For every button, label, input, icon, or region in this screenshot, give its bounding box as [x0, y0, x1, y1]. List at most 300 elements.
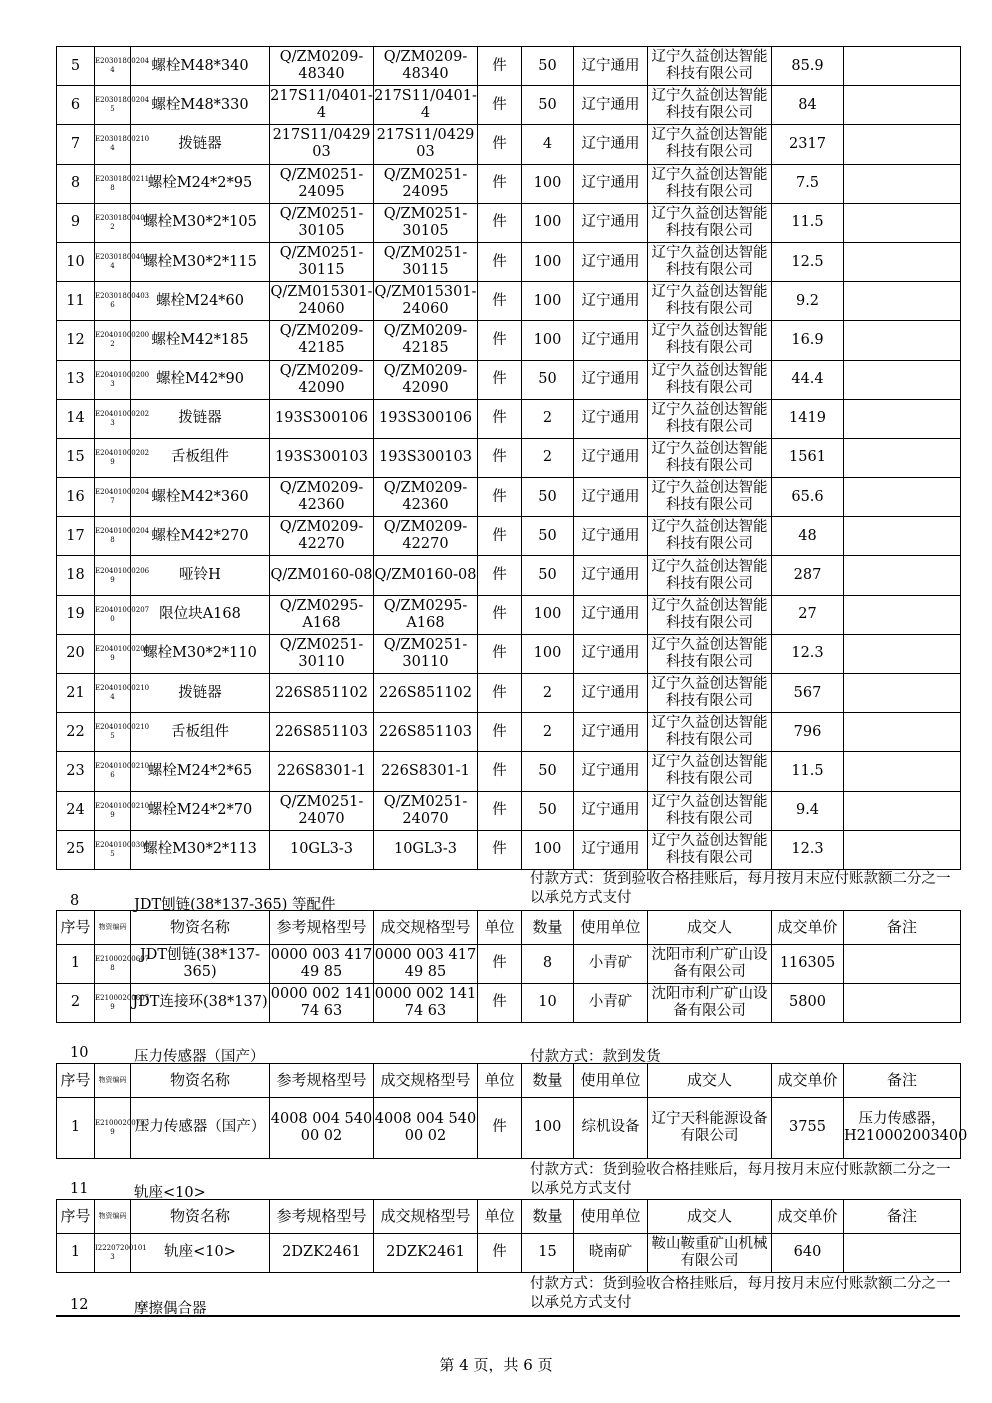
unit-price: 16.9 [772, 321, 844, 360]
reference-spec: Q/ZM0251-30110 [270, 634, 374, 673]
vendor: 辽宁久益创达智能科技有限公司 [648, 321, 772, 360]
column-header: 备注 [844, 1063, 961, 1097]
quantity: 8 [522, 944, 574, 983]
payment-terms: 付款方式：货到验收合格挂账后，每月按月末应付账款额二分之一以承兑方式支付 [530, 1161, 951, 1197]
remark [844, 674, 961, 713]
user-unit: 辽宁通用 [574, 399, 648, 438]
material-code: E20401000204 8 [95, 517, 131, 556]
table-row [57, 517, 961, 556]
material-name: 螺栓M42*270 [131, 517, 270, 556]
table-row [57, 944, 961, 983]
payment-terms: 付款方式：货到验收合格挂账后，每月按月末应付账款额二分之一以承兑方式支付 [530, 1275, 951, 1311]
material-name: 限位块A168 [131, 595, 270, 634]
material-name: 拨链器 [131, 674, 270, 713]
section-title: 轨座<10> [134, 1184, 206, 1201]
row-number: 18 [57, 556, 95, 595]
table-header-row [57, 1063, 961, 1097]
table-row [57, 983, 961, 1022]
material-name: 螺栓M24*60 [131, 282, 270, 321]
deal-spec: 226S851102 [374, 674, 478, 713]
reference-spec: 4008 004 540 00 02 [270, 1097, 374, 1158]
main-items-table [56, 46, 961, 870]
unit-price: 1419 [772, 399, 844, 438]
remark [844, 556, 961, 595]
table-row [57, 86, 961, 125]
reference-spec: Q/ZM0251-24070 [270, 791, 374, 830]
vendor: 辽宁久益创达智能科技有限公司 [648, 713, 772, 752]
material-code: E20401000202 9 [95, 438, 131, 477]
user-unit: 辽宁通用 [574, 203, 648, 242]
remark [844, 399, 961, 438]
unit: 件 [478, 1097, 522, 1158]
column-header: 数量 [522, 910, 574, 944]
material-name: 螺栓M48*340 [131, 47, 270, 86]
vendor: 辽宁天科能源设备有限公司 [648, 1097, 772, 1158]
quantity: 50 [522, 360, 574, 399]
material-code: E20401000202 3 [95, 399, 131, 438]
reference-spec: Q/ZM0160-08 [270, 556, 374, 595]
deal-spec: Q/ZM0295-A168 [374, 595, 478, 634]
material-name: 螺栓M30*2*113 [131, 830, 270, 869]
reference-spec: 226S851102 [270, 674, 374, 713]
row-number: 17 [57, 517, 95, 556]
table-row [57, 438, 961, 477]
column-header: 备注 [844, 1199, 961, 1233]
unit-price: 7.5 [772, 164, 844, 203]
reference-spec: Q/ZM015301-24060 [270, 282, 374, 321]
section-number: 8 [70, 892, 80, 909]
user-unit: 辽宁通用 [574, 713, 648, 752]
column-header: 单位 [478, 1063, 522, 1097]
column-header: 参考规格型号 [270, 910, 374, 944]
unit-price: 567 [772, 674, 844, 713]
unit-price: 12.5 [772, 242, 844, 281]
column-header: 成交人 [648, 1063, 772, 1097]
reference-spec: 193S300106 [270, 399, 374, 438]
quantity: 10 [522, 983, 574, 1022]
material-code: E20401000206 9 [95, 556, 131, 595]
row-number: 6 [57, 86, 95, 125]
table-row [57, 203, 961, 242]
table-row [57, 752, 961, 791]
deal-spec: Q/ZM0209-48340 [374, 47, 478, 86]
deal-spec: 0000 002 141 74 63 [374, 983, 478, 1022]
table-row [57, 399, 961, 438]
payment-terms: 付款方式：货到验收合格挂账后，每月按月末应付账款额二分之一以承兑方式支付 [530, 870, 951, 906]
unit: 件 [478, 360, 522, 399]
remark [844, 203, 961, 242]
reference-spec: Q/ZM0209-42090 [270, 360, 374, 399]
section-10-heading [56, 1023, 960, 1063]
quantity: 50 [522, 791, 574, 830]
row-number: 16 [57, 478, 95, 517]
unit-price: 65.6 [772, 478, 844, 517]
unit: 件 [478, 282, 522, 321]
column-header: 物资编码 [95, 1063, 131, 1097]
remark [844, 360, 961, 399]
quantity: 2 [522, 438, 574, 477]
material-code: E20301800210 4 [95, 125, 131, 164]
user-unit: 小青矿 [574, 944, 648, 983]
material-name: 螺栓M42*90 [131, 360, 270, 399]
material-code: E21000200703 9 [95, 1097, 131, 1158]
reference-spec: 226S851103 [270, 713, 374, 752]
material-name: 螺栓M42*360 [131, 478, 270, 517]
user-unit: 辽宁通用 [574, 634, 648, 673]
unit-price: 11.5 [772, 752, 844, 791]
column-header: 物资名称 [131, 1063, 270, 1097]
unit: 件 [478, 242, 522, 281]
row-number: 1 [57, 944, 95, 983]
unit: 件 [478, 830, 522, 869]
vendor: 辽宁久益创达智能科技有限公司 [648, 595, 772, 634]
row-number: 25 [57, 830, 95, 869]
deal-spec: Q/ZM0251-24070 [374, 791, 478, 830]
user-unit: 辽宁通用 [574, 752, 648, 791]
material-code: E20401000200 3 [95, 360, 131, 399]
user-unit: 辽宁通用 [574, 282, 648, 321]
table-row [57, 674, 961, 713]
quantity: 2 [522, 713, 574, 752]
remark: 压力传感器，H210002003400 [844, 1097, 961, 1158]
unit: 件 [478, 125, 522, 164]
deal-spec: Q/ZM0251-24095 [374, 164, 478, 203]
unit: 件 [478, 983, 522, 1022]
table-row [57, 595, 961, 634]
material-name: 舌板组件 [131, 438, 270, 477]
row-number: 9 [57, 203, 95, 242]
table-row [57, 242, 961, 281]
column-header: 单位 [478, 910, 522, 944]
reference-spec: 0000 003 417 49 85 [270, 944, 374, 983]
unit: 件 [478, 164, 522, 203]
deal-spec: 193S300103 [374, 438, 478, 477]
vendor: 辽宁久益创达智能科技有限公司 [648, 517, 772, 556]
remark [844, 595, 961, 634]
section-number: 10 [70, 1044, 89, 1061]
remark [844, 830, 961, 869]
page-footer: 第 4 页，共 6 页 [439, 1356, 553, 1374]
table-row [57, 321, 961, 360]
row-number: 12 [57, 321, 95, 360]
deal-spec: Q/ZM0209-42090 [374, 360, 478, 399]
unit: 件 [478, 944, 522, 983]
row-number: 1 [57, 1097, 95, 1158]
unit: 件 [478, 203, 522, 242]
unit: 件 [478, 713, 522, 752]
vendor: 辽宁久益创达智能科技有限公司 [648, 556, 772, 595]
column-header: 成交单价 [772, 910, 844, 944]
vendor: 辽宁久益创达智能科技有限公司 [648, 399, 772, 438]
reference-spec: 217S11/0429 03 [270, 125, 374, 164]
material-code: E20401000200 2 [95, 321, 131, 360]
column-header: 参考规格型号 [270, 1063, 374, 1097]
column-header: 物资编码 [95, 1199, 131, 1233]
section-8-table [56, 910, 961, 1023]
quantity: 15 [522, 1233, 574, 1272]
user-unit: 辽宁通用 [574, 360, 648, 399]
material-name: 螺栓M42*185 [131, 321, 270, 360]
user-unit: 晓南矿 [574, 1233, 648, 1272]
user-unit: 辽宁通用 [574, 438, 648, 477]
column-header: 成交人 [648, 910, 772, 944]
unit: 件 [478, 47, 522, 86]
table-row [57, 478, 961, 517]
material-code: I22207200101 3 [95, 1233, 131, 1272]
reference-spec: 0000 002 141 74 63 [270, 983, 374, 1022]
vendor: 辽宁久益创达智能科技有限公司 [648, 360, 772, 399]
unit: 件 [478, 517, 522, 556]
row-number: 5 [57, 47, 95, 86]
unit: 件 [478, 634, 522, 673]
row-number: 13 [57, 360, 95, 399]
deal-spec: Q/ZM0160-08 [374, 556, 478, 595]
material-code: E20401000204 7 [95, 478, 131, 517]
material-name: 拨链器 [131, 399, 270, 438]
quantity: 50 [522, 47, 574, 86]
material-name: JDT刨链(38*137-365) [131, 944, 270, 983]
deal-spec: Q/ZM0209-42270 [374, 517, 478, 556]
unit: 件 [478, 674, 522, 713]
deal-spec: 2DZK2461 [374, 1233, 478, 1272]
section-number: 11 [70, 1180, 89, 1197]
column-header: 物资名称 [131, 1199, 270, 1233]
material-code: E20301800401 2 [95, 203, 131, 242]
remark [844, 791, 961, 830]
section-title: 摩擦偶合器 [134, 1300, 207, 1317]
row-number: 15 [57, 438, 95, 477]
vendor: 沈阳市利广矿山设备有限公司 [648, 944, 772, 983]
unit-price: 27 [772, 595, 844, 634]
user-unit: 辽宁通用 [574, 47, 648, 86]
vendor: 辽宁久益创达智能科技有限公司 [648, 478, 772, 517]
unit-price: 12.3 [772, 634, 844, 673]
section-10-table [56, 1063, 968, 1159]
unit: 件 [478, 86, 522, 125]
vendor: 辽宁久益创达智能科技有限公司 [648, 438, 772, 477]
unit-price: 48 [772, 517, 844, 556]
deal-spec: Q/ZM015301-24060 [374, 282, 478, 321]
remark [844, 164, 961, 203]
vendor: 鞍山鞍重矿山机械有限公司 [648, 1233, 772, 1272]
table-header-row [57, 1199, 961, 1233]
material-name: 螺栓M30*2*115 [131, 242, 270, 281]
deal-spec: Q/ZM0209-42360 [374, 478, 478, 517]
quantity: 100 [522, 282, 574, 321]
remark [844, 1233, 961, 1272]
quantity: 50 [522, 86, 574, 125]
reference-spec: 2DZK2461 [270, 1233, 374, 1272]
quantity: 50 [522, 556, 574, 595]
column-header: 使用单位 [574, 1199, 648, 1233]
material-name: 螺栓M24*2*65 [131, 752, 270, 791]
remark [844, 517, 961, 556]
remark [844, 478, 961, 517]
unit-price: 640 [772, 1233, 844, 1272]
unit: 件 [478, 399, 522, 438]
row-number: 10 [57, 242, 95, 281]
remark [844, 983, 961, 1022]
material-code: E20401000210 4 [95, 674, 131, 713]
column-header: 数量 [522, 1199, 574, 1233]
unit-price: 796 [772, 713, 844, 752]
table-row [57, 1233, 961, 1272]
unit-price: 11.5 [772, 203, 844, 242]
reference-spec: 226S8301-1 [270, 752, 374, 791]
vendor: 辽宁久益创达智能科技有限公司 [648, 634, 772, 673]
unit-price: 5800 [772, 983, 844, 1022]
vendor: 辽宁久益创达智能科技有限公司 [648, 47, 772, 86]
bottom-rule [56, 1315, 960, 1317]
deal-spec: 226S851103 [374, 713, 478, 752]
material-code: E20301800401 4 [95, 242, 131, 281]
deal-spec: 217S11/0401-4 [374, 86, 478, 125]
deal-spec: Q/ZM0251-30115 [374, 242, 478, 281]
deal-spec: 217S11/0429 03 [374, 125, 478, 164]
material-code: E20301800211 8 [95, 164, 131, 203]
quantity: 50 [522, 478, 574, 517]
section-11-heading [56, 1159, 960, 1199]
material-code: E20301800403 6 [95, 282, 131, 321]
user-unit: 辽宁通用 [574, 517, 648, 556]
user-unit: 辽宁通用 [574, 791, 648, 830]
vendor: 辽宁久益创达智能科技有限公司 [648, 674, 772, 713]
reference-spec: 193S300103 [270, 438, 374, 477]
reference-spec: Q/ZM0251-24095 [270, 164, 374, 203]
section-title: JDT刨链(38*137-365) 等配件 [134, 896, 336, 913]
quantity: 100 [522, 830, 574, 869]
column-header: 使用单位 [574, 1063, 648, 1097]
user-unit: 辽宁通用 [574, 242, 648, 281]
quantity: 100 [522, 203, 574, 242]
quantity: 100 [522, 1097, 574, 1158]
table-row [57, 282, 961, 321]
material-code: E20401000300 5 [95, 830, 131, 869]
row-number: 1 [57, 1233, 95, 1272]
quantity: 2 [522, 399, 574, 438]
column-header: 序号 [57, 910, 95, 944]
material-name: 轨座<10> [131, 1233, 270, 1272]
reference-spec: Q/ZM0251-30115 [270, 242, 374, 281]
table-row [57, 47, 961, 86]
unit: 件 [478, 478, 522, 517]
user-unit: 辽宁通用 [574, 478, 648, 517]
row-number: 7 [57, 125, 95, 164]
reference-spec: Q/ZM0295-A168 [270, 595, 374, 634]
deal-spec: 193S300106 [374, 399, 478, 438]
vendor: 辽宁久益创达智能科技有限公司 [648, 164, 772, 203]
remark [844, 47, 961, 86]
vendor: 辽宁久益创达智能科技有限公司 [648, 86, 772, 125]
vendor: 辽宁久益创达智能科技有限公司 [648, 203, 772, 242]
column-header: 成交规格型号 [374, 910, 478, 944]
reference-spec: Q/ZM0209-42185 [270, 321, 374, 360]
unit-price: 287 [772, 556, 844, 595]
unit: 件 [478, 321, 522, 360]
deal-spec: 0000 003 417 49 85 [374, 944, 478, 983]
unit: 件 [478, 438, 522, 477]
unit-price: 1561 [772, 438, 844, 477]
remark [844, 321, 961, 360]
material-code: E21000200607 8 [95, 944, 131, 983]
section-11-table [56, 1199, 961, 1273]
vendor: 辽宁久益创达智能科技有限公司 [648, 282, 772, 321]
remark [844, 125, 961, 164]
material-name: 螺栓M30*2*105 [131, 203, 270, 242]
page-content [56, 46, 968, 1317]
user-unit: 辽宁通用 [574, 164, 648, 203]
section-number: 12 [70, 1296, 89, 1313]
row-number: 11 [57, 282, 95, 321]
unit: 件 [478, 752, 522, 791]
deal-spec: Q/ZM0251-30110 [374, 634, 478, 673]
deal-spec: Q/ZM0251-30105 [374, 203, 478, 242]
unit-price: 116305 [772, 944, 844, 983]
remark [844, 713, 961, 752]
quantity: 50 [522, 752, 574, 791]
unit-price: 84 [772, 86, 844, 125]
remark [844, 242, 961, 281]
deal-spec: 226S8301-1 [374, 752, 478, 791]
table-row [57, 125, 961, 164]
column-header: 备注 [844, 910, 961, 944]
vendor: 辽宁久益创达智能科技有限公司 [648, 791, 772, 830]
quantity: 100 [522, 595, 574, 634]
table-row [57, 1097, 961, 1158]
remark [844, 438, 961, 477]
vendor: 沈阳市利广矿山设备有限公司 [648, 983, 772, 1022]
row-number: 22 [57, 713, 95, 752]
row-number: 2 [57, 983, 95, 1022]
reference-spec: 10GL3-3 [270, 830, 374, 869]
unit-price: 9.4 [772, 791, 844, 830]
column-header: 单位 [478, 1199, 522, 1233]
reference-spec: Q/ZM0251-30105 [270, 203, 374, 242]
row-number: 24 [57, 791, 95, 830]
material-name: 螺栓M24*2*70 [131, 791, 270, 830]
section-8-heading [56, 870, 960, 913]
unit-price: 3755 [772, 1097, 844, 1158]
reference-spec: Q/ZM0209-42360 [270, 478, 374, 517]
vendor: 辽宁久益创达智能科技有限公司 [648, 125, 772, 164]
material-code: E20401000207 0 [95, 595, 131, 634]
unit-price: 9.2 [772, 282, 844, 321]
user-unit: 辽宁通用 [574, 321, 648, 360]
table-row [57, 791, 961, 830]
column-header: 成交人 [648, 1199, 772, 1233]
column-header: 使用单位 [574, 910, 648, 944]
row-number: 8 [57, 164, 95, 203]
unit-price: 44.4 [772, 360, 844, 399]
material-code: E20401000210 6 [95, 752, 131, 791]
user-unit: 辽宁通用 [574, 125, 648, 164]
column-header: 成交规格型号 [374, 1199, 478, 1233]
material-code: E20401000208 9 [95, 634, 131, 673]
material-code: E21000200607 9 [95, 983, 131, 1022]
row-number: 20 [57, 634, 95, 673]
column-header: 数量 [522, 1063, 574, 1097]
unit-price: 12.3 [772, 830, 844, 869]
quantity: 4 [522, 125, 574, 164]
table-header-row [57, 910, 961, 944]
row-number: 21 [57, 674, 95, 713]
column-header: 物资编码 [95, 910, 131, 944]
unit: 件 [478, 791, 522, 830]
column-header: 物资名称 [131, 910, 270, 944]
row-number: 19 [57, 595, 95, 634]
remark [844, 282, 961, 321]
material-name: 压力传感器（国产） [131, 1097, 270, 1158]
